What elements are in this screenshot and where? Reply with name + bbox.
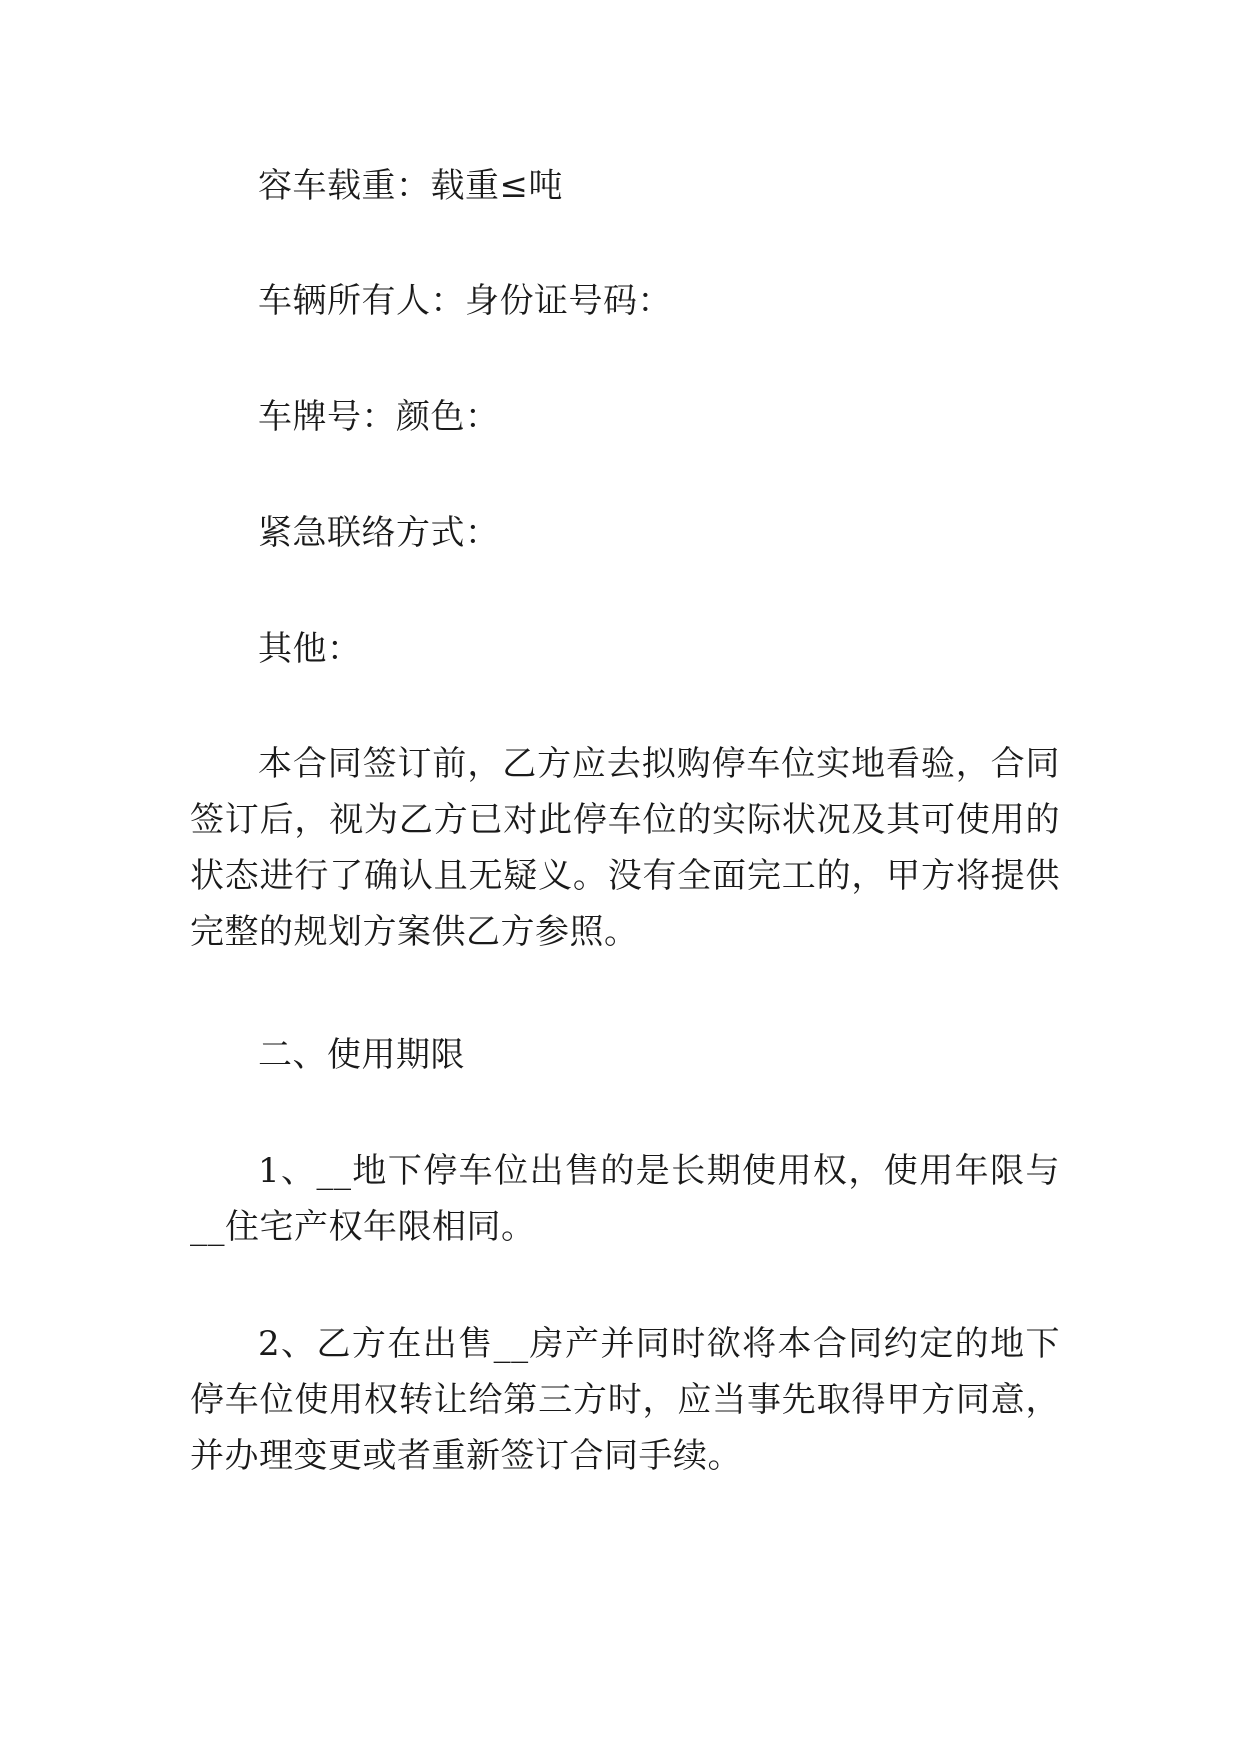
field-vehicle-owner: 车辆所有人：身份证号码： bbox=[258, 281, 672, 321]
section-heading-usage-period: 二、使用期限 bbox=[258, 1035, 465, 1075]
field-other: 其他： bbox=[258, 629, 362, 669]
clause-1: 1、__地下停车位出售的是长期使用权，使用年限与__住宅产权年限相同。 bbox=[190, 1151, 1060, 1247]
field-vehicle-load: 容车载重：载重≤吨 bbox=[258, 166, 563, 206]
field-emergency-contact: 紧急联络方式： bbox=[258, 513, 500, 553]
clause-2: 2、乙方在出售__房产并同时欲将本合同约定的地下停车位使用权转让给第三方时，应当事先取得甲方同意，并办理变更或者重新签订合同手续。 bbox=[190, 1324, 1060, 1476]
paragraph-inspection: 本合同签订前，乙方应去拟购停车位实地看验，合同签订后，视为乙方已对此停车位的实际状况及其可使用的状态进行了确认且无疑义。没有全面完工的，甲方将提供完整的规划方案供乙方参照。 bbox=[190, 744, 1060, 952]
field-plate-color: 车牌号：颜色： bbox=[258, 397, 500, 437]
